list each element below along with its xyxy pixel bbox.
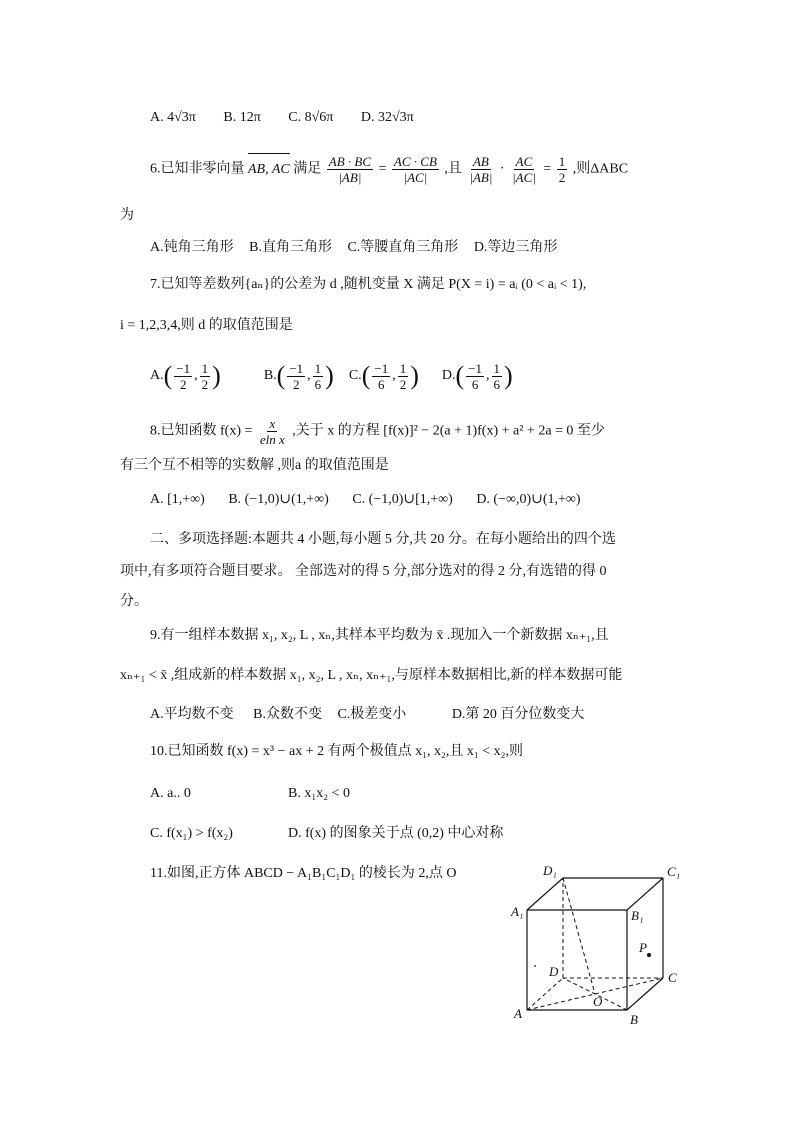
q6-lead: 6.已知非零向量 bbox=[150, 161, 245, 177]
q10-option-b: B. x₁x₂ < 0 bbox=[288, 786, 350, 801]
q6-half-num: 1 bbox=[558, 154, 566, 169]
q8-rest: ,关于 x 的方程 [f(x)]² − 2(a + 1)f(x) + a² + 2a = 0 至少 bbox=[292, 423, 605, 439]
q7-stem-line1: 7.已知等差数列{aₙ}的公差为 d ,随机变量 X 满足 P(X = i) = aᵢ (0 < aᵢ < 1), bbox=[150, 277, 587, 292]
label-b: B bbox=[630, 1012, 638, 1027]
cube-figure bbox=[505, 860, 685, 1030]
q6-mid: ,且 bbox=[444, 161, 462, 177]
q10-option-a: A. a.. 0 bbox=[150, 786, 191, 801]
label-c1: C₁ bbox=[667, 864, 681, 879]
q8-options bbox=[150, 490, 581, 510]
q6-option-c: C.等腰直角三角形 bbox=[347, 240, 459, 255]
label-a: A bbox=[514, 1006, 522, 1021]
q10-option-d: D. f(x) 的图象关于点 (0,2) 中心对称 bbox=[288, 826, 504, 841]
q6-frac3-den: |AB| bbox=[469, 170, 493, 185]
label-d1: D₁ bbox=[543, 863, 557, 878]
q6-frac2 bbox=[392, 154, 439, 185]
q6-frac1-num: AB · BC bbox=[328, 154, 371, 169]
q6-frac1 bbox=[327, 154, 373, 185]
q6-frac1-den: |AB| bbox=[338, 170, 362, 185]
seg-d1o bbox=[563, 878, 595, 994]
q6-vectors: AB, AC bbox=[248, 155, 290, 185]
q8-f-frac bbox=[258, 416, 287, 447]
section2-line2: 项中,有多项符合题目要求。 全部选对的得 5 分,部分选对的得 2 分,有选错的得 0 bbox=[120, 564, 607, 579]
q6-frac2-num: AC · CB bbox=[393, 154, 437, 169]
point-p bbox=[647, 953, 651, 957]
q8-option-d: D. (−∞,0)∪(1,+∞) bbox=[476, 492, 581, 507]
q6-frac3-num: AB bbox=[472, 154, 489, 169]
label-o: O bbox=[593, 994, 603, 1009]
q9-option-c: C.极差变小 bbox=[337, 707, 407, 722]
q6-option-a: A.钝角三角形 bbox=[150, 240, 234, 255]
q6-frac4 bbox=[510, 154, 538, 185]
q5-options bbox=[150, 108, 414, 128]
label-c: C bbox=[668, 970, 677, 985]
q7-stem-line2: i = 1,2,3,4,则 d 的取值范围是 bbox=[120, 318, 293, 333]
label-a1: A₁ bbox=[511, 904, 524, 919]
q6-frac3 bbox=[467, 154, 494, 185]
stray-dot bbox=[534, 965, 536, 967]
q9-stem-line2: xₙ₊₁ < x̄ ,组成新的样本数据 x₁, x₂, L , xₙ, xₙ₊₁,与原样本数据相比,新的样本数据可能 bbox=[120, 668, 623, 683]
q7-option-d-label: D. bbox=[441, 368, 456, 384]
q8-lead: 8.已知函数 f(x) = bbox=[150, 423, 253, 439]
q7-option-a-upper: $\frac{1}{2}$ bbox=[201, 360, 209, 392]
q8-f-den: eln x bbox=[259, 432, 285, 447]
q7-option-b-lower: $\frac{-1}{2}$ bbox=[289, 360, 304, 392]
q6-stem bbox=[150, 154, 628, 185]
q6-frac4-den: |AC| bbox=[512, 170, 536, 185]
q11-stem: 11.如图,正方体 ABCD − A₁B₁C₁D₁ 的棱长为 2,点 O bbox=[150, 866, 457, 881]
q8-option-b: B. (−1,0)∪(1,+∞) bbox=[228, 492, 329, 507]
q7-option-d-upper: $\frac{1}{6}$ bbox=[493, 360, 501, 392]
q5-option-b: B. 12π bbox=[223, 110, 261, 125]
q8-stem-line1 bbox=[150, 416, 605, 447]
q5-option-d: D. 32√3π bbox=[360, 110, 414, 125]
q9-options bbox=[150, 705, 584, 725]
label-p: P bbox=[639, 940, 647, 955]
q6-option-d: D.等边三角形 bbox=[473, 240, 558, 255]
section2-line3: 分。 bbox=[120, 594, 148, 609]
q10-option-c: C. f(x₁) > f(x₂) bbox=[150, 826, 233, 841]
q7-options: A.( $\frac{-1}{2}$ , $\frac{1}{2}$ ) B.( $\frac{-1}{2}$ , $\frac{1}{6}$ ) C.( $\frac{-1}{6}$ , $\frac{1}{2}$ ) D.( $\frac{-1}{6}$ , $\frac{1}{6}$ ) bbox=[150, 360, 513, 392]
q7-option-c-upper: $\frac{1}{2}$ bbox=[399, 360, 407, 392]
q6-tail: ,则ΔABC bbox=[572, 161, 629, 177]
q7-option-b-upper: $\frac{1}{6}$ bbox=[314, 360, 322, 392]
q10-stem: 10.已知函数 f(x) = x³ − ax + 2 有两个极值点 x₁, x₂,且 x₁ < x₂,则 bbox=[150, 744, 524, 759]
q9-option-b: B.众数不变 bbox=[253, 707, 322, 722]
q6-cond: 满足 bbox=[293, 161, 322, 177]
label-b1: B₁ bbox=[631, 908, 644, 923]
section2-line1: 二、多项选择题:本题共 4 小题,每小题 5 分,共 20 分。在每小题给出的四个选 bbox=[150, 532, 616, 547]
edge-cb bbox=[627, 978, 663, 1010]
q9-stem-line1: 9.有一组样本数据 x₁, x₂, L , xₙ,其样本平均数为 x̄ .现加入一个新数据 xₙ₊₁,且 bbox=[150, 628, 609, 643]
q8-f-num: x bbox=[269, 416, 276, 431]
q6-equals-2: = bbox=[543, 161, 552, 177]
q6-half-den: 2 bbox=[558, 170, 566, 185]
label-d: D bbox=[549, 964, 559, 979]
edge-ad bbox=[527, 978, 563, 1010]
q9-option-d: D.第 20 百分位数变大 bbox=[451, 707, 585, 722]
q6-dot: · bbox=[499, 161, 505, 177]
q7-option-d-lower: $\frac{-1}{6}$ bbox=[468, 360, 483, 392]
q8-stem-line2: 有三个互不相等的实数解 ,则a 的取值范围是 bbox=[120, 458, 389, 473]
edge-a1d1 bbox=[527, 878, 563, 910]
q6-wrap: 为 bbox=[120, 208, 134, 223]
q6-frac4-num: AC bbox=[515, 154, 533, 169]
q6-option-b: B.直角三角形 bbox=[249, 240, 332, 255]
q6-half bbox=[557, 154, 568, 185]
q7-option-a-label: A. bbox=[150, 368, 164, 384]
q5-option-a: A. 4√3π bbox=[150, 110, 196, 125]
q5-option-c: C. 8√6π bbox=[288, 110, 334, 125]
q8-option-a: A. [1,+∞) bbox=[150, 492, 205, 507]
q6-options bbox=[150, 238, 557, 258]
q8-option-c: C. (−1,0)∪[1,+∞) bbox=[352, 492, 453, 507]
q7-option-c-lower: $\frac{-1}{6}$ bbox=[374, 360, 389, 392]
edge-c1b1 bbox=[627, 878, 663, 910]
q9-option-a: A.平均数不变 bbox=[150, 707, 234, 722]
q6-equals: = bbox=[378, 161, 387, 177]
q7-option-b-label: B. bbox=[263, 368, 277, 384]
q7-option-c-label: C. bbox=[348, 368, 362, 384]
q6-frac2-den: |AC| bbox=[403, 170, 428, 185]
q7-option-a-lower: $\frac{-1}{2}$ bbox=[176, 360, 191, 392]
